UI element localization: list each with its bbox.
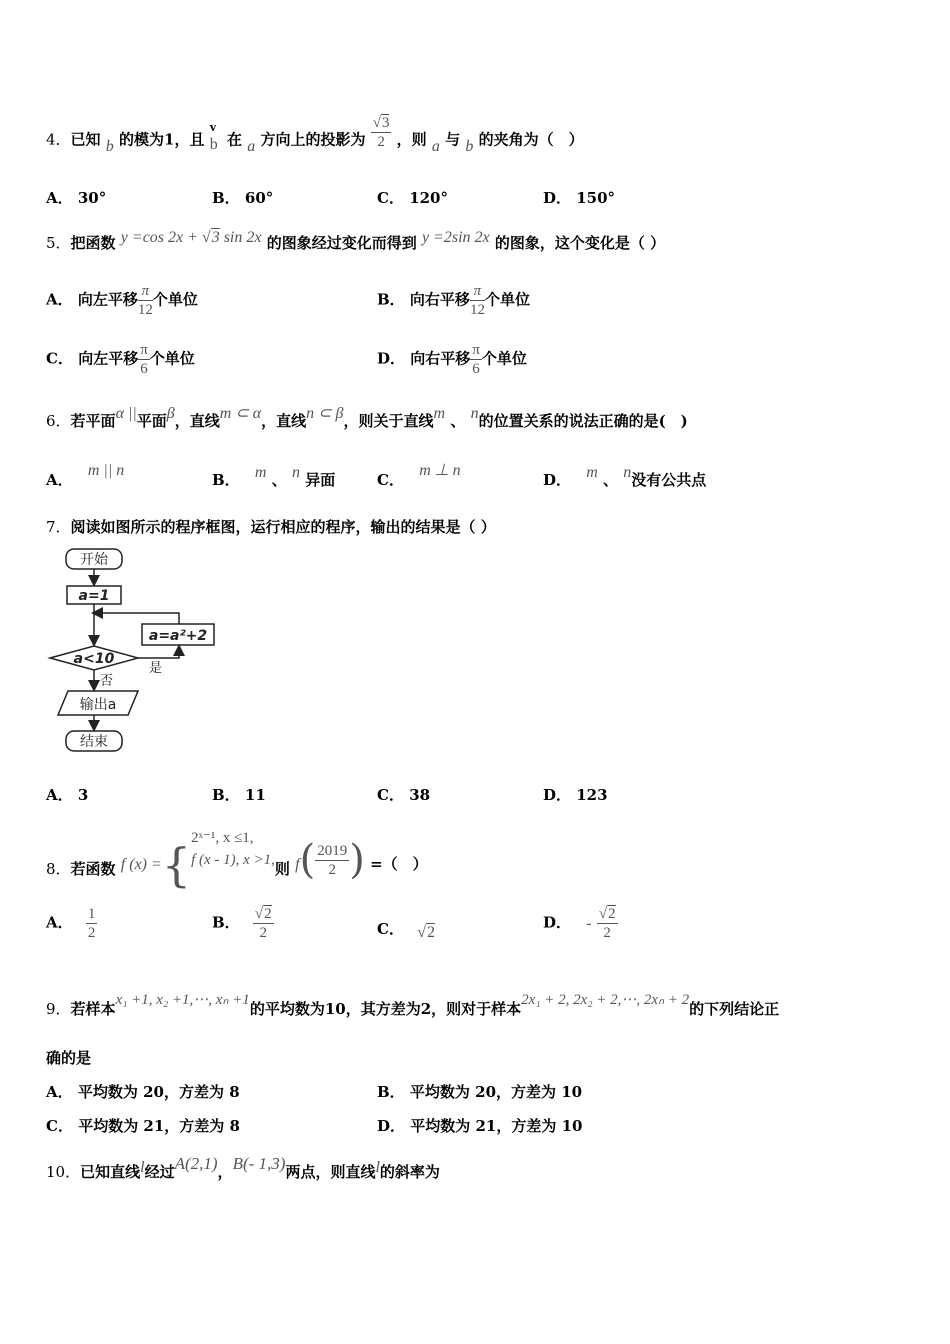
formula: m bbox=[433, 405, 446, 422]
svg-text:a<10: a<10 bbox=[73, 651, 115, 667]
q7-option-d[interactable]: D． 123 bbox=[543, 786, 608, 804]
math-var: l bbox=[140, 1159, 145, 1176]
question-text: 若平面 bbox=[70, 412, 116, 430]
q9-option-a[interactable]: A． 平均数为 20，方差为 8 bbox=[46, 1083, 240, 1101]
q7-option-b[interactable]: B． 11 bbox=[212, 786, 266, 804]
question-text: 已知直线 bbox=[80, 1163, 141, 1181]
vector-mark: v bbox=[209, 118, 217, 134]
question-text: 阅读如图所示的程序框图，运行相应的程序，输出的结果是（ ） bbox=[70, 518, 496, 536]
question-text: 把函数 bbox=[70, 234, 116, 252]
q7-option-a[interactable]: A． 3 bbox=[46, 786, 89, 804]
question-number: 4． bbox=[46, 130, 71, 149]
formula: f (x) = bbox=[120, 856, 162, 873]
q6-option-d[interactable]: D． m 、 n没有公共点 bbox=[543, 464, 707, 489]
question-text: 2 bbox=[420, 1000, 432, 1018]
math-var: a bbox=[431, 137, 440, 155]
svg-text:a=1: a=1 bbox=[78, 588, 110, 604]
question-text: ，直线 bbox=[261, 412, 307, 430]
question-text: 确的是 bbox=[46, 1049, 92, 1067]
svg-text:开始: 开始 bbox=[80, 552, 108, 568]
question-9 bbox=[46, 992, 780, 1019]
question-10 bbox=[46, 1154, 440, 1182]
math-var: a bbox=[247, 137, 256, 155]
math-var: b bbox=[465, 137, 474, 155]
projection-fraction: $\frac{√3}{2}$ bbox=[372, 115, 390, 150]
svg-text:输出a: 输出a bbox=[79, 697, 117, 713]
question-text: 的夹角为（ ） bbox=[478, 130, 584, 149]
question-number: 7． bbox=[46, 518, 71, 536]
question-text: ，则对于样本 bbox=[431, 1000, 522, 1018]
q9-option-b[interactable]: B． 平均数为 20，方差为 10 bbox=[377, 1083, 583, 1101]
flow-init bbox=[67, 586, 121, 604]
flow-start bbox=[66, 549, 122, 569]
flow-update bbox=[142, 624, 214, 645]
question-text: 的模为 bbox=[119, 130, 165, 149]
question-number: 5． bbox=[46, 234, 71, 252]
question-text: 的图象经过变化而得到 bbox=[266, 234, 417, 252]
question-text: ，则关于直线 bbox=[343, 412, 434, 430]
formula: x₁ +1, x₂ +1,⋯, xₙ +1 bbox=[115, 992, 250, 1008]
formula: m ⊂ α bbox=[219, 405, 262, 422]
argument-fraction: $\frac{2019}{2}$ bbox=[317, 842, 348, 878]
q5-option-a[interactable]: A． 向左平移 $\frac{\pi}{12}$ 个单位 bbox=[46, 283, 198, 318]
question-text: ，直线 bbox=[174, 412, 220, 430]
question-text: 的位置关系的说法正确的是( ) bbox=[478, 412, 688, 430]
question-4 bbox=[46, 115, 584, 159]
question-number: 8． bbox=[46, 860, 71, 878]
question-number: 9． bbox=[46, 1000, 71, 1018]
q8-option-a[interactable]: A． $\frac{1}{2}$ bbox=[46, 906, 96, 941]
q4-option-c[interactable]: C． 120° bbox=[377, 189, 448, 207]
question-9-cont bbox=[46, 1047, 91, 1068]
math-var: l bbox=[375, 1159, 380, 1176]
question-text: ，其方差为 bbox=[345, 1000, 421, 1018]
question-6 bbox=[46, 405, 688, 431]
q4-option-d[interactable]: D． 150° bbox=[543, 189, 616, 207]
question-text: =（ ） bbox=[370, 855, 428, 873]
q7-option-c[interactable]: C． 38 bbox=[377, 786, 431, 804]
question-text: 经过 bbox=[144, 1163, 175, 1181]
q5-option-b[interactable]: B． 向右平移 $\frac{\pi}{12}$ 个单位 bbox=[377, 283, 530, 318]
formula: β bbox=[166, 405, 175, 422]
flow-end bbox=[66, 731, 122, 751]
formula: n bbox=[470, 405, 479, 422]
formula: y =cos 2x + √3 sin 2x bbox=[120, 229, 262, 246]
formula: α || bbox=[115, 405, 137, 422]
q5-option-c[interactable]: C． 向左平移 $\frac{\pi}{6}$ 个单位 bbox=[46, 342, 195, 377]
question-text: 两点，则直线 bbox=[285, 1163, 376, 1181]
question-number: 10． bbox=[46, 1163, 81, 1181]
formula: n ⊂ β bbox=[306, 405, 344, 422]
question-8: 8．若函数 f (x) ={ 2ˣ⁻¹, x ≤1, f (x - 1), x >1, 则 f( $\frac{2019}{2}$ ) =（ ） bbox=[46, 818, 428, 872]
q6-option-c[interactable]: C． m ⊥ n bbox=[377, 462, 461, 489]
q8-option-c[interactable]: C． √2 bbox=[377, 920, 435, 941]
question-number: 6． bbox=[46, 412, 71, 430]
q9-option-d[interactable]: D． 平均数为 21，方差为 10 bbox=[377, 1117, 583, 1135]
question-text: 的图象，这个变化是（ ） bbox=[494, 234, 666, 252]
question-text: 的斜率为 bbox=[379, 1163, 440, 1181]
point-a: A(2,1) bbox=[174, 1154, 218, 1173]
question-5 bbox=[46, 229, 666, 253]
question-text: 若样本 bbox=[70, 1000, 116, 1018]
point-b: B(- 1,3) bbox=[232, 1154, 286, 1173]
q4-option-b[interactable]: B． 60° bbox=[212, 189, 274, 207]
question-text: 在 bbox=[226, 130, 242, 149]
question-text: 1 bbox=[164, 130, 175, 149]
formula: y =2sin 2x bbox=[421, 229, 490, 246]
question-text: 平面 bbox=[136, 412, 167, 430]
formula: 2x₁ + 2, 2x₂ + 2,⋯, 2xₙ + 2 bbox=[521, 992, 690, 1008]
piecewise-cases: 2ˣ⁻¹, x ≤1, f (x - 1), x >1, bbox=[191, 830, 275, 868]
q8-option-d[interactable]: D． - $\frac{√2}{2}$ bbox=[543, 906, 616, 941]
question-text: 则 bbox=[274, 860, 290, 878]
math-var: b bbox=[209, 135, 218, 153]
question-7 bbox=[46, 516, 496, 537]
flow-yes-label: 是 bbox=[149, 661, 163, 676]
question-text: 、 bbox=[450, 412, 466, 430]
flow-no-label: 否 bbox=[100, 674, 114, 689]
question-text: 已知 bbox=[70, 130, 101, 149]
question-text: 的平均数为 bbox=[249, 1000, 325, 1018]
flow-condition bbox=[50, 646, 138, 670]
q4-option-a[interactable]: A． 30° bbox=[46, 189, 107, 207]
question-text: 10 bbox=[324, 1000, 346, 1018]
svg-text:a=a²+2: a=a²+2 bbox=[148, 628, 208, 644]
math-var: b bbox=[105, 137, 114, 155]
q6-option-a[interactable]: A． m || n bbox=[46, 462, 125, 489]
question-text: 与 bbox=[445, 130, 461, 149]
q9-option-c[interactable]: C． 平均数为 21，方差为 8 bbox=[46, 1117, 240, 1135]
q6-option-b[interactable]: B． m 、 n 异面 bbox=[212, 464, 336, 489]
flow-output bbox=[58, 691, 138, 715]
question-text: ， bbox=[217, 1163, 233, 1181]
question-text: ，则 bbox=[396, 130, 427, 149]
question-text: 方向上的投影为 bbox=[260, 130, 366, 149]
q8-option-b[interactable]: B． $\frac{√2}{2}$ bbox=[212, 906, 272, 941]
svg-text:结束: 结束 bbox=[80, 734, 108, 750]
question-text: 的下列结论正 bbox=[689, 1000, 780, 1018]
flowchart bbox=[44, 545, 224, 760]
q5-option-d[interactable]: D． 向右平移 $\frac{\pi}{6}$ 个单位 bbox=[377, 342, 527, 377]
question-text: ，且 bbox=[174, 130, 205, 149]
question-text: 若函数 bbox=[70, 860, 116, 878]
